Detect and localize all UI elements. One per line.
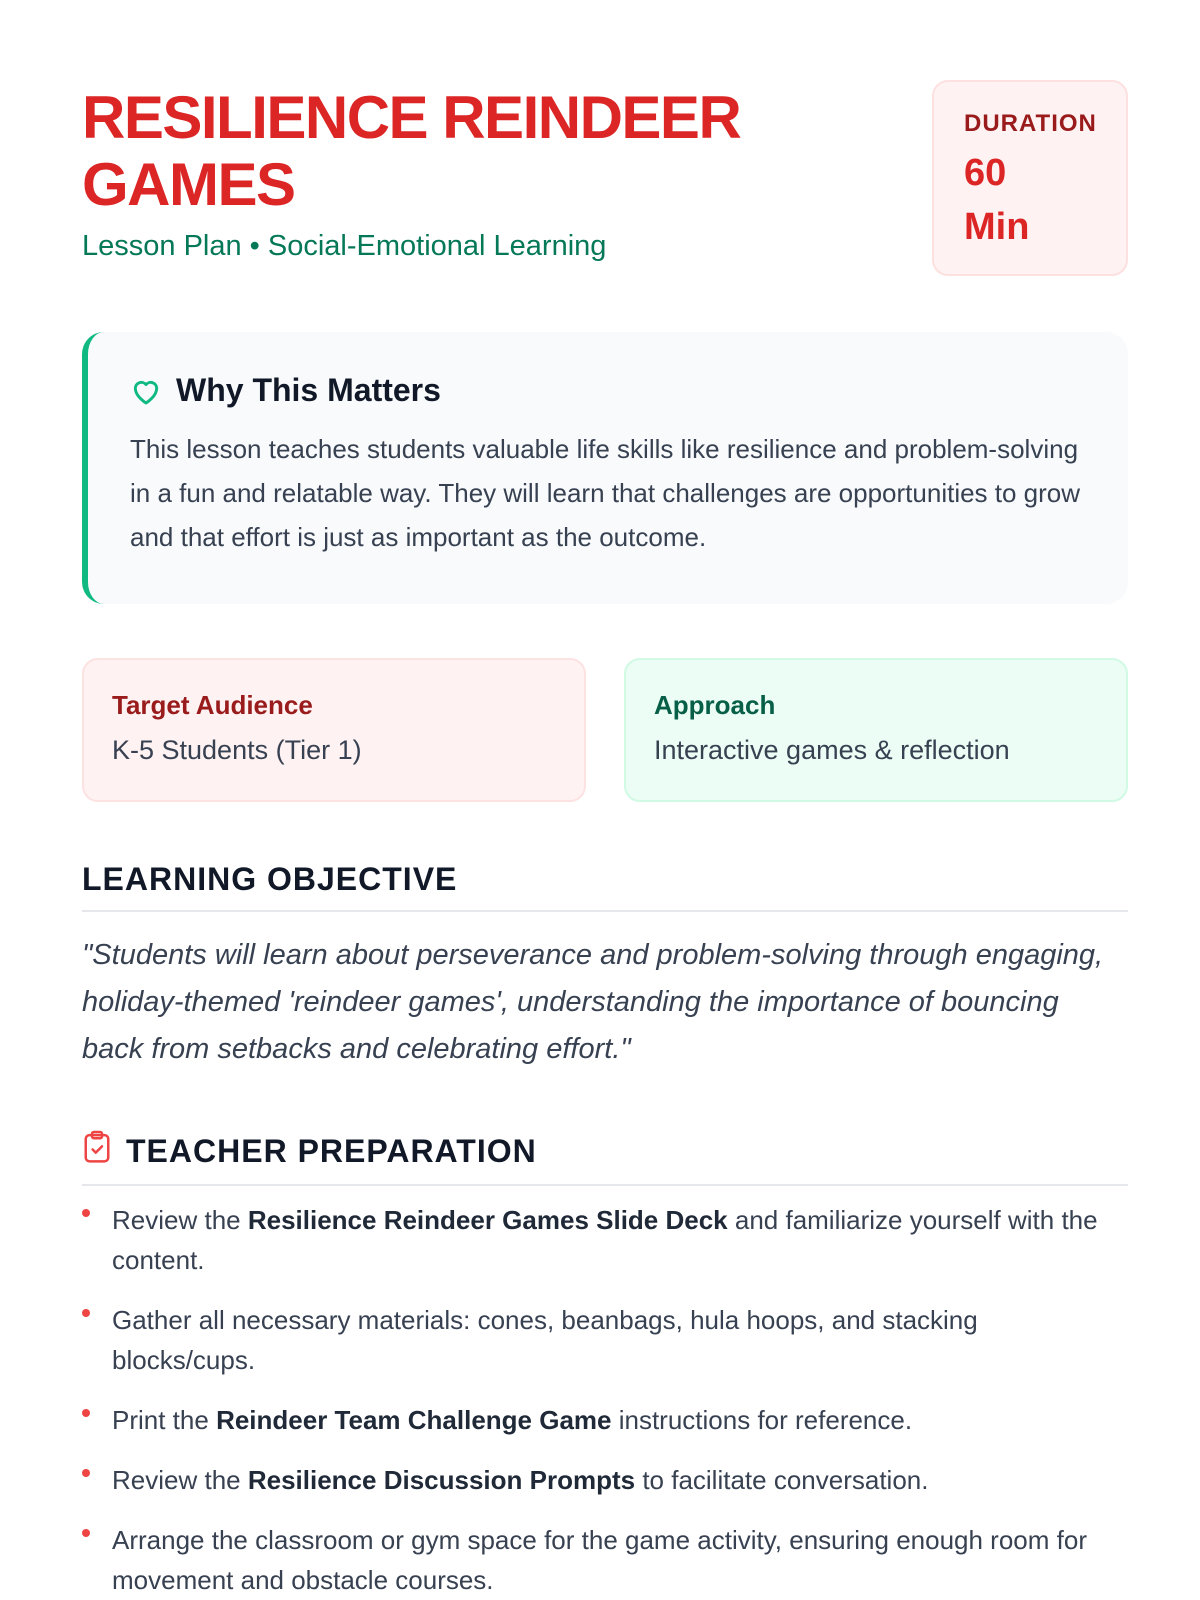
why-heading: Why This Matters: [176, 372, 441, 408]
list-item: [82, 1520, 1128, 1600]
learning-objective-quote: "Students will learn about perseverance and problem-solving through engaging, holiday-themed 'reindeer games', understanding the importance of bouncing back from setbacks and celebrating effort.": [82, 939, 1104, 1065]
learning-objective-title: LEARNING OBJECTIVE: [82, 860, 458, 897]
target-audience-value: K-5 Students (Tier 1): [112, 735, 362, 765]
why-heading-row: [130, 372, 1088, 409]
bullet-dot: [82, 1309, 90, 1317]
list-item-bold: Resilience Reindeer Games Slide Deck: [247, 1205, 728, 1235]
duration-label: DURATION: [964, 110, 1097, 137]
learning-objective-heading: [82, 856, 1128, 912]
bullet-dot: [82, 1209, 90, 1217]
list-item-bold: Reindeer Team Challenge Game: [216, 1405, 612, 1435]
approach-card: [624, 658, 1128, 802]
bullet-dot: [82, 1469, 90, 1477]
list-item-text: instructions for reference.: [611, 1405, 913, 1435]
heart-icon: [130, 376, 162, 406]
list-item-text: and familiarize yourself with the content.: [112, 1205, 1098, 1275]
target-audience-card: [82, 658, 586, 802]
target-audience-label: Target Audience: [112, 690, 313, 720]
duration-value: 60 Min: [964, 152, 1030, 248]
page-title: RESILIENCE REINDEER GAMES: [82, 84, 741, 218]
list-item: [82, 1200, 1128, 1280]
page-subtitle: Lesson Plan • Social-Emotional Learning: [82, 230, 607, 262]
approach-label: Approach: [654, 690, 776, 720]
list-item: [82, 1460, 1128, 1500]
list-item-text: to facilitate conversation.: [635, 1465, 929, 1495]
teacher-preparation-list: [82, 1200, 1128, 1600]
list-item-bold: Resilience Discussion Prompts: [247, 1465, 636, 1495]
list-item-text: Gather all necessary materials: cones, beanbags, hula hoops, and stacking blocks/cups.: [112, 1305, 978, 1375]
list-item-text: Print the: [112, 1405, 217, 1435]
why-this-matters-card: [82, 332, 1128, 604]
why-body-text: This lesson teaches students valuable life skills like resilience and problem-solving in a fun and relatable way. They will learn that challenges are opportunities to grow and that effort is just as important as the outcome.: [130, 434, 1081, 552]
teacher-preparation-title: TEACHER PREPARATION: [126, 1132, 537, 1169]
list-item-text: Review the: [112, 1205, 248, 1235]
bullet-dot: [82, 1409, 90, 1417]
duration-card: [932, 80, 1128, 276]
approach-value: Interactive games & reflection: [654, 735, 1010, 765]
list-item: [82, 1300, 1128, 1380]
clipboard-check-icon: [82, 1130, 112, 1172]
list-item-text: Review the: [112, 1465, 248, 1495]
teacher-preparation-heading: [82, 1126, 1128, 1186]
info-cards-row: [82, 658, 1128, 802]
lesson-header: [82, 80, 1128, 280]
list-item-text: Arrange the classroom or gym space for the game activity, ensuring enough room for movement and obstacle courses.: [112, 1525, 1087, 1595]
list-item: [82, 1400, 1128, 1440]
bullet-dot: [82, 1529, 90, 1537]
